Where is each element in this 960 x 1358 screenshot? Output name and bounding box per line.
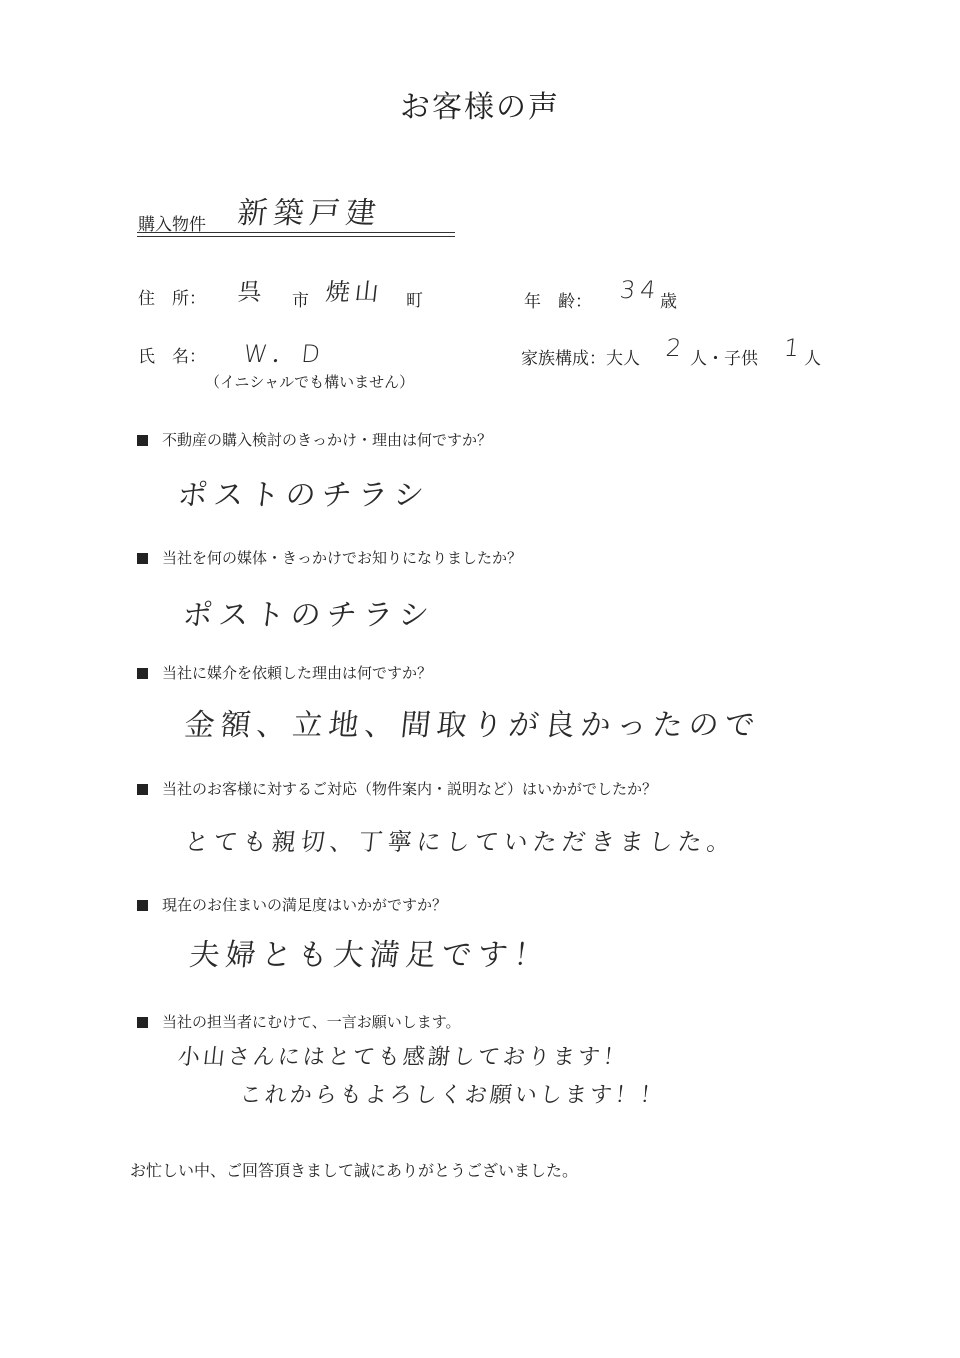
name-value: W．D	[242, 340, 327, 368]
question-5	[137, 894, 447, 915]
name-note: （イニシャルでも構いません）	[205, 373, 415, 391]
question-4-text: 当社のお客様に対するご対応（物件案内・説明など）はいかがでしたか？	[162, 780, 658, 798]
answer-1: ポストのチラシ	[175, 478, 432, 513]
answer-6-line-2: これからもよろしくお願いします！！	[238, 1083, 667, 1108]
answer-4: とても親切、丁寧にしていただきました。	[183, 828, 738, 856]
question-4	[137, 778, 657, 799]
question-1-text: 不動産の購入検討のきっかけ・理由は何ですか？	[162, 431, 493, 449]
age-suffix: 歳	[660, 292, 677, 312]
page-title: お客様の声	[400, 90, 560, 125]
question-1	[137, 429, 492, 450]
family-children-suffix: 人	[804, 349, 821, 369]
family-children-value: 1	[782, 334, 806, 362]
closing-message: お忙しい中、ご回答頂きまして誠にありがとうございました。	[130, 1161, 579, 1180]
question-2	[137, 547, 522, 568]
property-value: 新築戸建	[235, 196, 384, 231]
bullet-square-icon	[137, 668, 148, 679]
age-value: 34	[618, 276, 663, 304]
address-town-value: 焼山	[324, 278, 386, 306]
question-6	[137, 1011, 461, 1032]
question-2-text: 当社を何の媒体・きっかけでお知りになりましたか？	[162, 549, 523, 567]
age-label: 年 齢：	[524, 292, 592, 312]
question-3-text: 当社に媒介を依頼した理由は何ですか？	[162, 664, 433, 682]
answer-5: 夫婦とも大満足です！	[187, 938, 552, 973]
address-city-suffix: 市	[292, 291, 309, 311]
property-underline	[137, 232, 455, 233]
property-underline-2	[137, 236, 455, 237]
bullet-square-icon	[137, 1017, 148, 1028]
address-city-value: 呉	[236, 278, 269, 306]
question-6-text: 当社の担当者にむけて、一言お願いします。	[162, 1013, 461, 1031]
bullet-square-icon	[137, 435, 148, 446]
bullet-square-icon	[137, 553, 148, 564]
bullet-square-icon	[137, 784, 148, 795]
answer-2: ポストのチラシ	[180, 598, 437, 633]
family-adults-value: 2	[664, 334, 688, 362]
answer-6-line-1: 小山さんにはとても感謝しております！	[176, 1045, 630, 1070]
question-5-text: 現在のお住まいの満足度はいかがですか？	[162, 896, 448, 914]
family-adults-suffix: 人・子供	[690, 349, 758, 369]
bullet-square-icon	[137, 900, 148, 911]
family-label: 家族構成：大人	[521, 349, 640, 369]
name-label: 氏 名：	[138, 347, 206, 367]
address-label: 住 所：	[138, 289, 206, 309]
question-3	[137, 662, 432, 683]
address-town-suffix: 町	[406, 291, 423, 311]
property-label: 購入物件	[138, 215, 206, 235]
answer-3: 金額、立地、間取りが良かったので	[182, 708, 763, 743]
